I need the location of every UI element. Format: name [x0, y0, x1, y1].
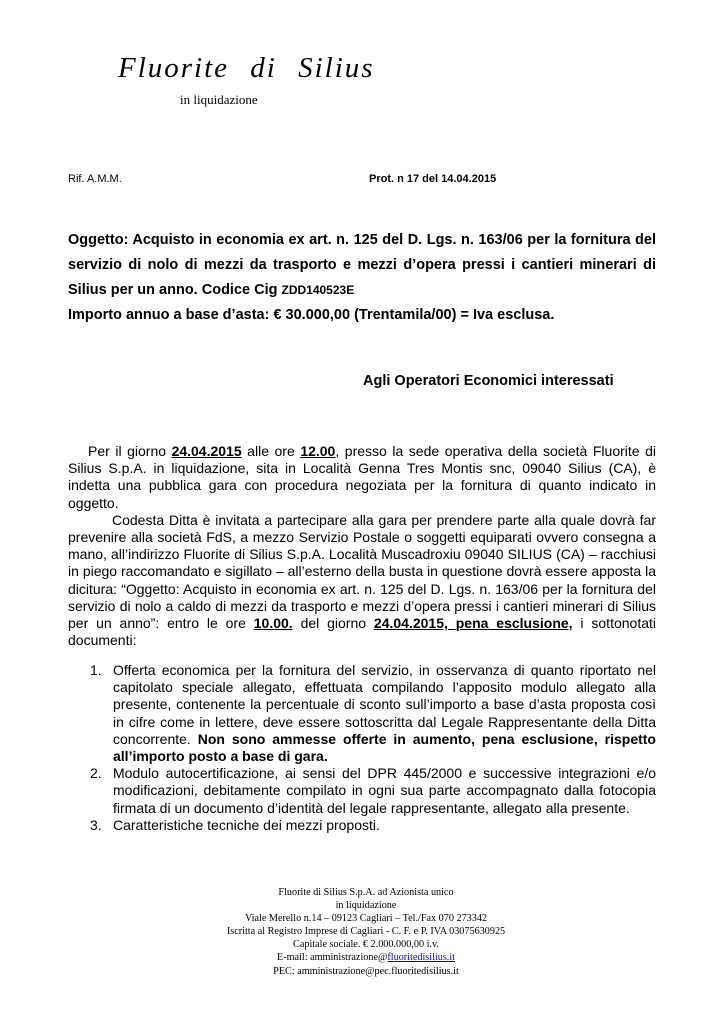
subject-text: Oggetto: Acquisto in economia ex art. n. 125 del D. Lgs. n. 163/06 per la fornitura del servizio di nolo di mezzi da trasporto e mezzi d’opera pressi i cantieri minerari di Silius per un anno. Codice Cig	[68, 232, 656, 298]
footer-capital: Capitale sociale. € 2.000.000,00 i.v.	[293, 939, 439, 951]
submission-date: 24.04.2015, pena esclusione,	[373, 615, 573, 632]
company-logo-text: Fluorite di Silius	[118, 52, 375, 84]
p2-text-c: i sottonotati documenti:	[68, 615, 656, 649]
footer-email-label: E-mail: amministrazione@	[276, 952, 388, 964]
paragraph-1	[68, 443, 656, 512]
footer	[180, 886, 552, 978]
list-item-text: Offerta economica per la fornitura del servizio, in osservanza di quanto riportato nel capitolato speciale allegato, effettuata compilando l’apposito modulo allegato alla presente, contenente la percentuale di sconto sull’importo a base d’asta proposta così in cifre come in lettere, deve essere sottoscritta dal Legale Rappresentante della Ditta concorrente.	[113, 662, 656, 747]
list-item-number: 1.	[90, 662, 102, 678]
footer-email	[180, 951, 552, 964]
subject-block	[68, 228, 656, 303]
list-item-text: Caratteristiche tecniche dei mezzi proposti.	[113, 816, 380, 833]
company-status: in liquidazione	[180, 92, 258, 107]
list-item-number: 2.	[90, 765, 102, 782]
footer-status: in liquidazione	[335, 900, 397, 912]
addressee: Agli Operatori Economici interessati	[363, 373, 614, 389]
footer-company: Fluorite di Silius S.p.A. ad Azionista unico	[278, 887, 454, 898]
base-amount: Importo annuo a base d’asta: € 30.000,00 (Trentamila/00) = Iva esclusa.	[68, 307, 555, 323]
footer-registry: Iscritta al Registro Imprese di Cagliari - C. F. e P. IVA 03075630925	[226, 926, 506, 938]
p1-text-a: Per il giorno	[88, 443, 172, 459]
deadline-time: 12.00	[300, 443, 336, 459]
p1-text-c: , presso la sede operativa della società Fluorite di Silius S.p.A. in liquidazione, sita in Località Genna Tres Montis snc, 09040 Silius (CA), è indetta una pubblica gara con procedura negoziata per la fornitura di quanto indicato in oggetto.	[68, 443, 656, 511]
letter-body	[68, 443, 656, 649]
list-item	[68, 817, 656, 834]
list-item	[68, 662, 656, 765]
footer-email-link[interactable]: fluoritedisilius.it	[387, 952, 456, 964]
protocol-number: Prot. n 17 del 14.04.2015	[369, 173, 497, 185]
p2-text-b: del giorno	[292, 615, 374, 632]
p1-text-b: alle ore	[241, 443, 301, 459]
list-item	[68, 765, 656, 817]
list-item-number: 3.	[90, 816, 102, 833]
list-item-text: Modulo autocertificazione, ai sensi del DPR 445/2000 e successive integrazioni e/o modificazioni, debitamente compilato in ogni sua parte accompagnato dalla fotocopia firmata di un documento d’identità del legale rappresentante, allegato alla presente.	[113, 765, 656, 816]
footer-address: Viale Merello n.14 – 09123 Cagliari – Tel./Fax 070 273342	[244, 913, 488, 925]
submission-time: 10.00.	[253, 615, 293, 632]
required-documents-list	[68, 662, 656, 834]
footer-pec: PEC: amministrazione@pec.fluoritedisilius.it	[273, 965, 459, 977]
list-item-bold-text: Non sono ammesse offerte in aumento, pena esclusione, rispetto all’importo posto a base di gara.	[113, 730, 656, 765]
deadline-date: 24.04.2015	[171, 443, 242, 459]
reference-rif: Rif. A.M.M.	[68, 173, 122, 185]
cig-code: ZDD140523E	[281, 283, 355, 297]
paragraph-2	[68, 512, 656, 650]
p2-text-a: Codesta Ditta è invitata a partecipare alla gara per prendere parte alla quale dovrà far prevenire alla società FdS, a mezzo Servizio Postale o soggetti equiparati ovvero consegna a mano, all’indirizzo Fluorite di Silius S.p.A. Località Muscadroxiu 09040 SILIUS (CA) – racchiusi in piego raccomandato e sigillato – all’esterno della busta in questione dovrà essere apposta la dicitura: “Oggetto: Acquisto in economia ex art. n. 125 del D. Lgs. n. 163/06 per la fornitura del servizio di nolo a caldo di mezzi da trasporto e mezzi d’opera pressi i cantieri minerari di Silius per un anno”: entro le ore	[68, 511, 656, 632]
